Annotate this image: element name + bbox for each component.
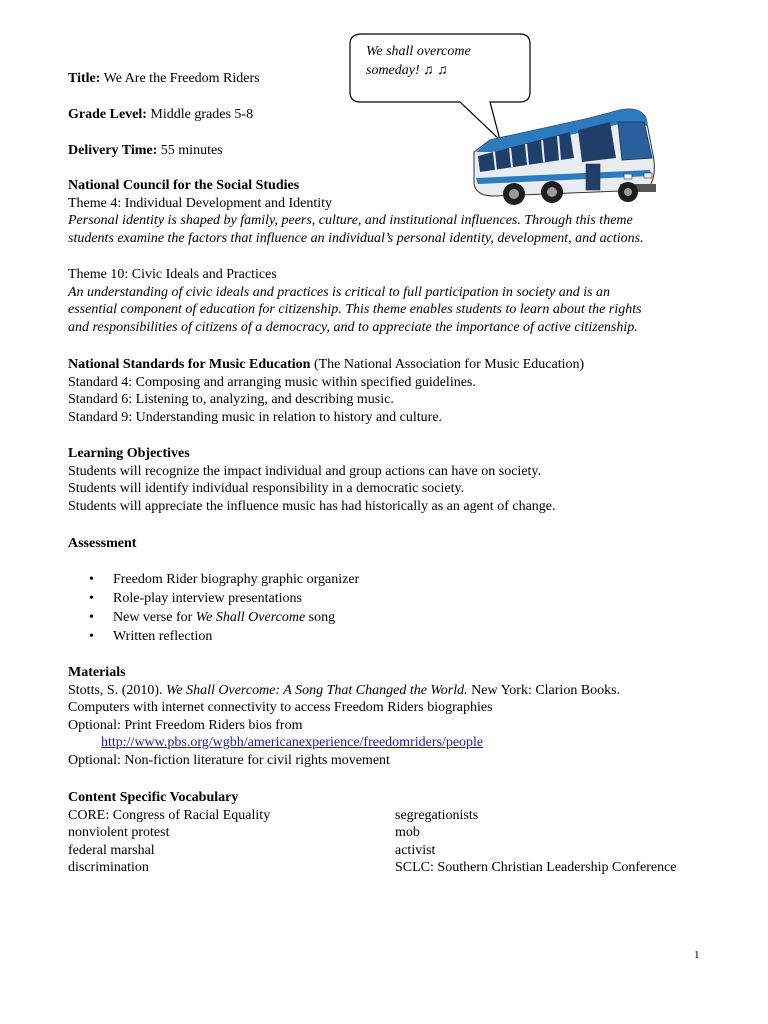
vocabulary-section (68, 789, 708, 877)
citation-author: Stotts, S. (2010). (68, 682, 167, 698)
vocab-term: federal marshal (68, 842, 155, 858)
delivery-line (68, 142, 708, 160)
page-number: 1 (694, 949, 700, 961)
ncss-heading: National Council for the Social Studies (68, 178, 300, 193)
assessment-item-text: Freedom Rider biography graphic organizer (113, 572, 360, 587)
vocab-term: mob (395, 825, 420, 841)
ncss-section (68, 177, 708, 247)
title-line (68, 70, 708, 88)
music-heading-suffix: (The National Association for Music Education) (310, 357, 585, 372)
vocab-term: activist (395, 842, 436, 858)
vocab-term: SCLC: Southern Christian Leadership Conference (395, 860, 677, 876)
citation-publisher: New York: Clarion Books. (467, 682, 621, 698)
objectives-section (68, 445, 708, 515)
assessment-item (68, 570, 708, 589)
theme4-text-line: Personal identity is shaped by family, peers, culture, and institutional influences. Through this theme (68, 213, 633, 229)
vocab-term: CORE: Congress of Racial Equality (68, 807, 271, 823)
theme10-text-line: An understanding of civic ideals and practices is critical to full participation in society and is an (68, 284, 611, 300)
assessment-list-wrap (68, 570, 708, 646)
grade-line (68, 106, 708, 124)
lesson-header (68, 70, 708, 88)
assessment-item (68, 589, 708, 608)
theme10-title: Theme 10: Civic Ideals and Practices (68, 267, 277, 282)
materials-link-line (68, 734, 708, 752)
assessment-item-text: song (305, 610, 336, 625)
objective-item: Students will recognize the impact individual and group actions can have on society. (68, 463, 542, 479)
materials-section (68, 664, 708, 770)
vocab-row (68, 824, 708, 842)
music-heading: National Standards for Music Education (68, 357, 311, 372)
objective-item: Students will identify individual responsibility in a democratic society. (68, 481, 465, 497)
materials-item: Optional: Non-fiction literature for civil rights movement (68, 752, 390, 768)
delivery-label: Delivery Time: (68, 143, 158, 158)
vocab-row (68, 859, 708, 877)
objectives-heading: Learning Objectives (68, 446, 190, 461)
vocab-term: segregationists (395, 807, 479, 823)
vocabulary-heading: Content Specific Vocabulary (68, 790, 239, 805)
title-label: Title: (68, 71, 101, 86)
theme4-title: Theme 4: Individual Development and Identity (68, 195, 332, 211)
theme4-text-line: students examine the factors that influence an individual’s personal identity, development, and actions. (68, 230, 644, 246)
assessment-list (68, 570, 708, 646)
assessment-item-text: New verse for (113, 610, 196, 625)
materials-item: Computers with internet connectivity to access Freedom Riders biographies (68, 700, 493, 716)
assessment-heading: Assessment (68, 536, 137, 551)
grade-label: Grade Level: (68, 107, 147, 122)
citation-title: We Shall Overcome: A Song That Changed the World. (166, 682, 468, 698)
theme10-section (68, 266, 708, 336)
vocab-term: discrimination (68, 860, 149, 876)
vocab-row (68, 807, 708, 825)
grade-value: Middle grades 5-8 (150, 107, 254, 122)
music-standard: Standard 9: Understanding music in relation to history and culture. (68, 409, 443, 425)
assessment-item (68, 608, 708, 627)
vocab-row (68, 842, 708, 860)
assessment-item-text: Written reflection (113, 629, 213, 644)
music-standards-section (68, 356, 708, 426)
title-value: We Are the Freedom Riders (103, 71, 260, 86)
assessment-item (68, 627, 708, 646)
assessment-item-text: Role-play interview presentations (113, 591, 302, 606)
vocab-term: nonviolent protest (68, 825, 170, 841)
theme10-text-line: essential component of education for citizenship. This theme enables students to learn about the rights (68, 302, 642, 318)
music-standard: Standard 6: Listening to, analyzing, and describing music. (68, 392, 394, 408)
theme10-text-line: and responsibilities of citizens of a democracy, and to appreciate the importance of active citizenship. (68, 319, 638, 335)
delivery-value: 55 minutes (160, 143, 223, 158)
objective-item: Students will appreciate the influence music has had historically as an agent of change. (68, 498, 556, 514)
song-title: We Shall Overcome (195, 610, 306, 625)
materials-heading: Materials (68, 665, 126, 680)
music-standard: Standard 4: Composing and arranging music within specified guidelines. (68, 374, 476, 390)
pbs-link[interactable]: http://www.pbs.org/wgbh/americanexperience/freedomriders/people (101, 735, 484, 751)
materials-item: Optional: Print Freedom Riders bios from (68, 717, 303, 733)
speech-bubble-text: We shall overcome someday! ♫ ♫ (366, 44, 471, 78)
assessment-section (68, 535, 708, 553)
materials-citation (68, 682, 708, 700)
